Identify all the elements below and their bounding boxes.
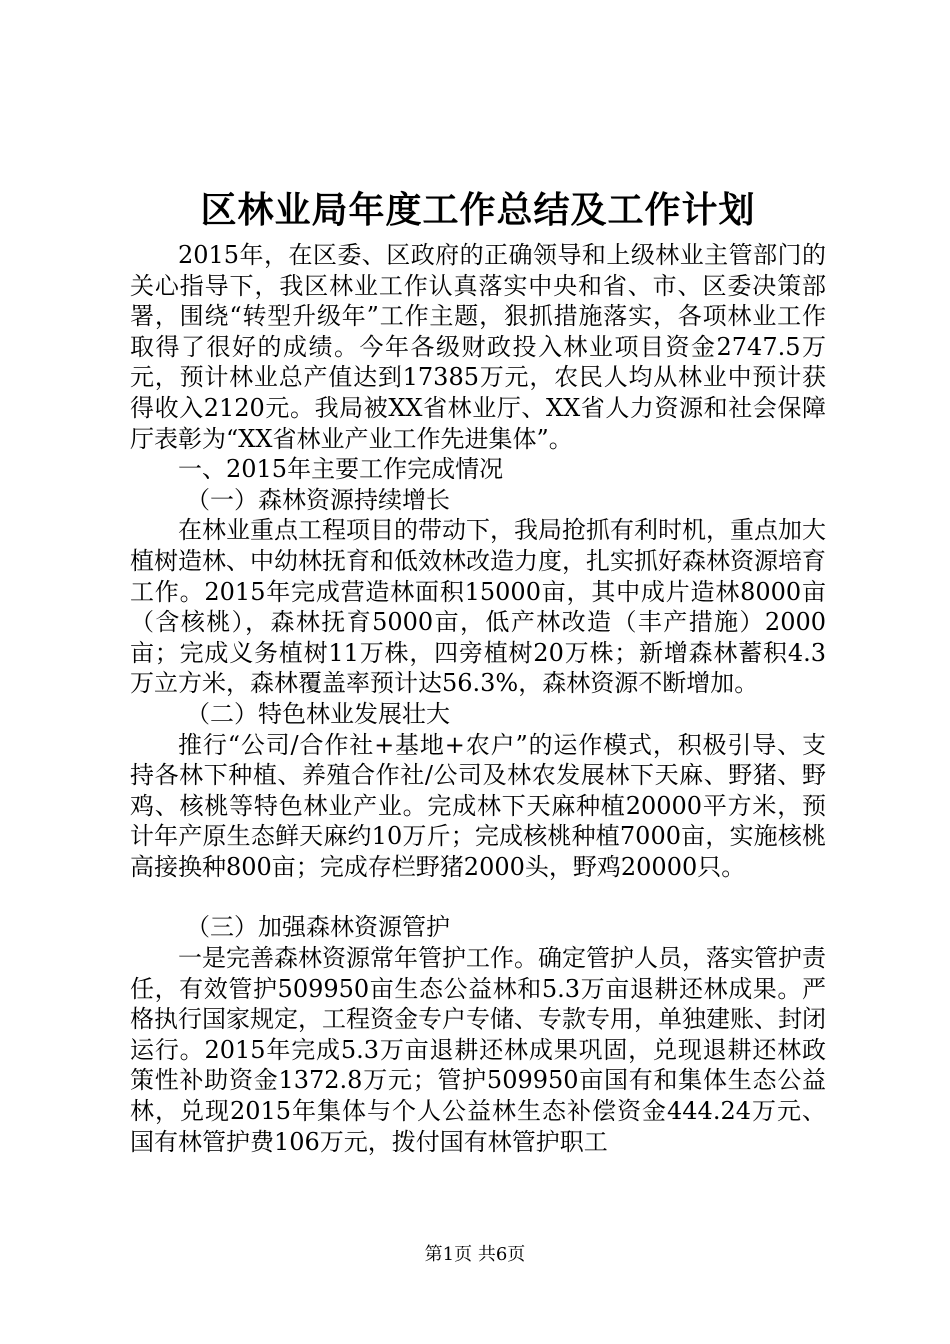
document-body	[130, 188, 826, 1157]
subsection-body-forest-growth: 在林业重点工程项目的带动下，我局抢抓有利时机，重点加大植树造林、中幼林抚育和低效林改造力度，扎实抓好森林资源培育工作。2015年完成营造林面积15000亩，其中成片造林8000亩（含核桃），森林抚育5000亩，低产林改造（丰产措施）2000亩；完成义务植树11万株，四旁植树20万株；新增森林蓄积4.3万立方米，森林覆盖率预计达56.3%，森林资源不断增加。	[130, 516, 826, 698]
subsection-body-special-forestry: 推行“公司/合作社+基地+农户”的运作模式，积极引导、支持各林下种植、养殖合作社/公司及林农发展林下天麻、野猪、野鸡、核桃等特色林业产业。完成林下天麻种植20000平方米，预计年产原生态鲜天麻约10万斤；完成核桃种植7000亩，实施核桃高接换种800亩；完成存栏野猪2000头，野鸡20000只。	[130, 730, 826, 881]
document-title: 区林业局年度工作总结及工作计划	[200, 190, 756, 231]
paragraph-spacer	[130, 882, 826, 912]
page-number-footer: 第1页 共6页	[424, 1244, 526, 1265]
section-heading-1: 一、2015年主要工作完成情况	[178, 455, 504, 484]
intro-paragraph: 2015年，在区委、区政府的正确领导和上级林业主管部门的关心指导下，我区林业工作认真落实中央和省、市、区委决策部署，围绕“转型升级年”工作主题，狠抓措施落实，各项林业工作取得了很好的成绩。今年各级财政投入林业项目资金2747.5万元，预计林业总产值达到17385万元，农民人均从林业中预计获得收入2120元。我局被XX省林业厅、XX省人力资源和社会保障厅表彰为“XX省林业产业工作先进集体”。	[130, 241, 826, 453]
subsection-heading-forest-protection: （三）加强森林资源管护	[186, 913, 450, 942]
subsection-body-forest-protection: 一是完善森林资源常年管护工作。确定管护人员，落实管护责任，有效管护509950亩生态公益林和5.3万亩退耕还林成果。严格执行国家规定，工程资金专户专储、专款专用，单独建账、封闭运行。2015年完成5.3万亩退耕还林成果巩固，兑现退耕还林政策性补助资金1372.8万元；管护509950亩国有和集体生态公益林，兑现2015年集体与个人公益林生态补偿资金444.24万元、国有林管护费106万元，拨付国有林管护职工	[130, 944, 826, 1156]
subsection-heading-forest-growth: （一）森林资源持续增长	[186, 485, 450, 514]
subsection-heading-special-forestry: （二）特色林业发展壮大	[186, 699, 450, 728]
